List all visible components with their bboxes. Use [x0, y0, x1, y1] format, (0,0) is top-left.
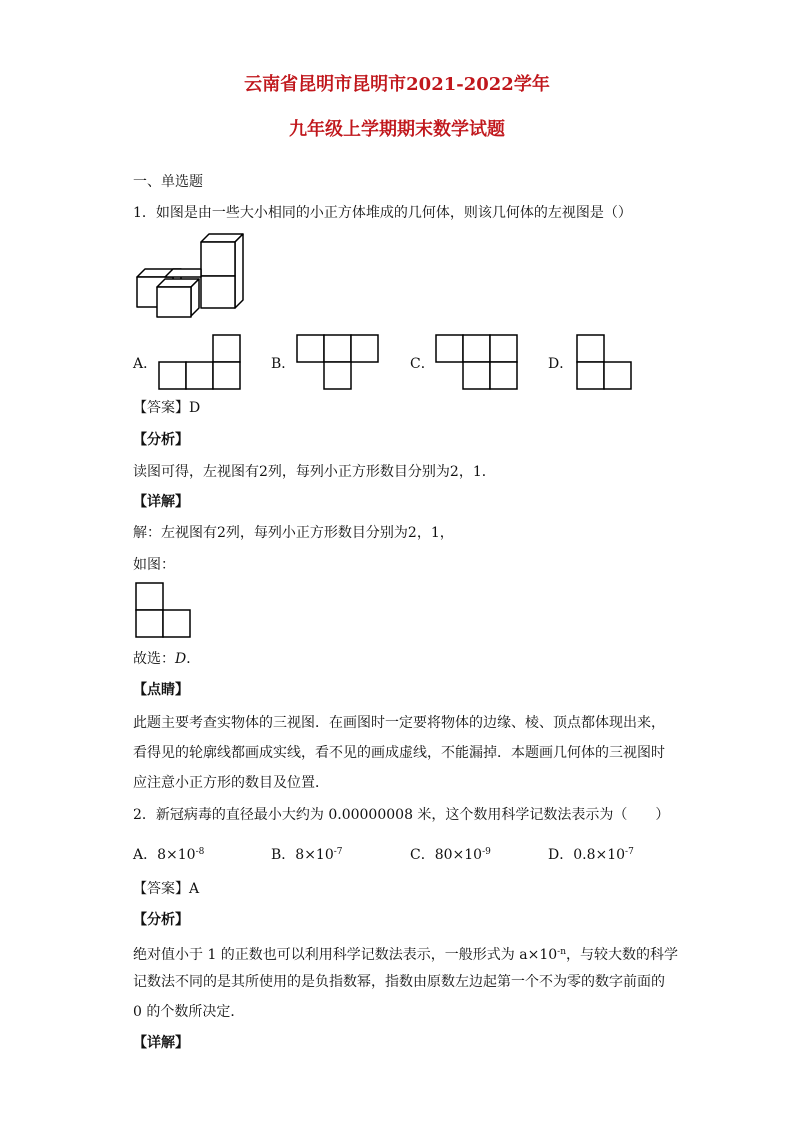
q1-option-b-figure: [297, 334, 379, 390]
q1-detail-label: 【详解】: [133, 494, 189, 510]
q1-comment-line-3: 应注意小正方形的数目及位置．: [133, 775, 329, 791]
title-line-2: 九年级上学期期末数学试题: [289, 119, 505, 140]
q2-option-b-exp: -7: [333, 847, 343, 857]
q1-stem: 1．如图是由一些大小相同的小正方体堆成的几何体，则该几何体的左视图是（）: [133, 205, 632, 221]
q2-option-b: [271, 842, 343, 865]
q2-analysis-line-1: [133, 942, 678, 965]
q1-comment-line-1: 此题主要考查实物体的三视图．在画图时一定要将物体的边缘、棱、顶点都体现出来，: [133, 715, 665, 731]
title-line-1: 云南省昆明市昆明市2021-2022学年: [244, 74, 550, 95]
q2-option-c-label: C．: [410, 847, 435, 863]
q2-detail-label: 【详解】: [133, 1035, 189, 1051]
q2-analysis-text-1: 绝对值小于 1 的正数也可以利用科学记数法表示，一般形式为 a×10: [133, 947, 558, 963]
q1-answer-figure: [136, 582, 192, 638]
q2-option-d-exp: -7: [625, 847, 634, 857]
q2-option-a-label: A．: [133, 847, 158, 863]
q2-option-c-base: 80×10: [434, 847, 483, 863]
q1-option-c-label: C．: [410, 356, 435, 372]
q1-comment-line-2: 看得见的轮廓线都画成实线，看不见的画成虚线，不能漏掉．本题画几何体的三视图时: [133, 745, 665, 761]
q1-option-d-label: D．: [548, 356, 574, 372]
q1-cube-figure: [135, 232, 247, 320]
q2-option-a-base: 8×10: [157, 847, 196, 863]
q2-answer: 【答案】A: [133, 881, 200, 897]
q2-option-c-exp: -9: [482, 847, 491, 857]
section-heading: 一、单选题: [133, 174, 203, 190]
q2-option-b-label: B．: [271, 847, 296, 863]
q2-analysis-label: 【分析】: [133, 912, 189, 928]
q2-stem: 2．新冠病毒的直径最小大约为 0.00000008 米，这个数用科学记数法表示为（ ）: [133, 807, 670, 823]
q1-option-b-label: B．: [271, 356, 296, 372]
q1-choose-suffix: ．: [186, 651, 201, 667]
q1-answer: 【答案】D: [133, 400, 201, 416]
q1-as-figure: 如图：: [133, 557, 175, 573]
q1-choose: [133, 649, 200, 669]
q1-comment-label: 【点睛】: [133, 682, 189, 698]
q1-option-d-figure: [577, 334, 633, 390]
q1-option-a-label: A．: [133, 356, 158, 372]
q1-analysis: 读图可得，左视图有2列，每列小正方形数目分别为2，1．: [133, 464, 496, 480]
q2-option-d-label: D．: [548, 847, 574, 863]
q2-analysis-exp: -n: [557, 947, 566, 957]
q1-choose-prefix: 故选：: [133, 651, 175, 667]
q1-option-c-figure: [436, 334, 518, 390]
q1-detail: 解：左视图有2列，每列小正方形数目分别为2，1，: [133, 525, 454, 541]
q2-option-b-base: 8×10: [295, 847, 334, 863]
q2-option-c: [410, 842, 491, 865]
q2-option-d: [548, 842, 634, 865]
q1-analysis-label: 【分析】: [133, 432, 189, 448]
q1-option-a-figure: [159, 334, 241, 390]
q2-option-a-exp: -8: [195, 847, 205, 857]
q2-analysis-tail: ，与较大数的科学: [566, 947, 678, 963]
q2-analysis-line-2: 记数法不同的是其所使用的是负指数幂，指数由原数左边起第一个不为零的数字前面的: [133, 974, 665, 990]
q2-analysis-line-3: 0 的个数所决定．: [133, 1004, 245, 1020]
q2-option-a: [133, 842, 204, 865]
q2-option-d-base: 0.8×10: [573, 847, 626, 863]
q1-choose-letter: D: [175, 651, 187, 667]
